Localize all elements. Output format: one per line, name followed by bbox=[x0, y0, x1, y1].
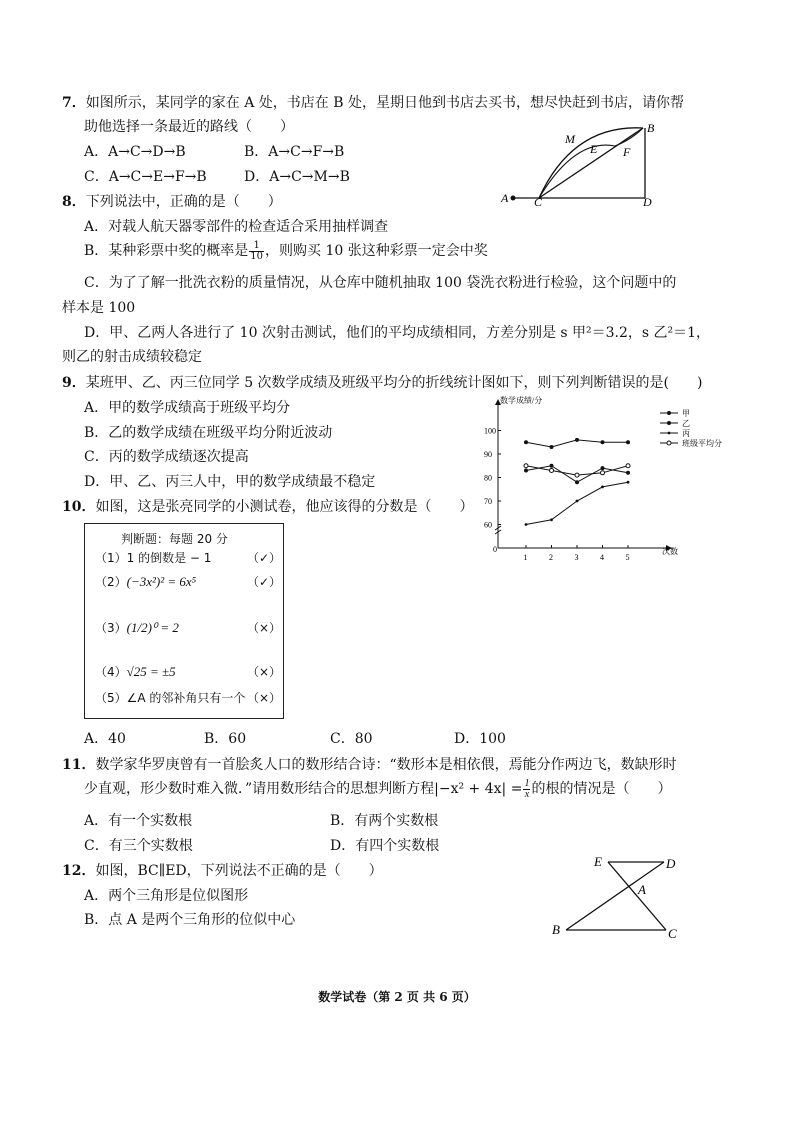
q11-option-d: D．有四个实数根 bbox=[330, 838, 440, 854]
q11-text-line2-post: 的根的情况是（ ） bbox=[531, 781, 672, 797]
legend-label-3: 班级平均分 bbox=[682, 439, 722, 448]
q12-segment-ec bbox=[608, 862, 666, 930]
q7-number: 7． bbox=[62, 95, 86, 111]
series-point-0 bbox=[524, 440, 528, 444]
q7-option-c: C．A→C→E→F→B bbox=[84, 169, 207, 185]
q11-fraction-denominator: x bbox=[524, 788, 530, 800]
q8-option-d-line1: D．甲、乙两人各进行了 10 次射击测试，他们的平均成绩相同，方差分别是 s 甲²＝3.2，s 乙²＝1， bbox=[84, 325, 711, 341]
y-tick-label: 70 bbox=[484, 497, 492, 506]
q10-option-d: D．100 bbox=[454, 731, 506, 747]
q9-number: 9． bbox=[62, 375, 86, 391]
chart-axes bbox=[484, 395, 678, 562]
q9-option-a: A．甲的数学成绩高于班级平均分 bbox=[84, 400, 291, 416]
series-point-1 bbox=[550, 464, 554, 468]
q7-label-d: D bbox=[643, 195, 652, 209]
q7-label-a: A bbox=[501, 191, 509, 205]
q12-stem-line bbox=[62, 860, 383, 880]
series-point-2 bbox=[627, 481, 630, 484]
q10-option-c: C．80 bbox=[330, 731, 373, 747]
q12-option-a: A．两个三角形是位似图形 bbox=[84, 888, 249, 904]
series-point-0 bbox=[575, 438, 579, 442]
q7-label-b: B bbox=[647, 121, 655, 135]
legend-label-2: 丙 bbox=[682, 429, 690, 438]
quiz-item-2-math: (−3x²)² = 6x⁵ bbox=[126, 574, 197, 589]
series-point-3 bbox=[524, 464, 528, 468]
q12-label-c: C bbox=[668, 926, 677, 941]
q7-text-line2: 助他选择一条最近的路线（ ） bbox=[84, 119, 294, 135]
q8-option-c-line1: C．为了了解一批洗衣粉的质量情况，从仓库中随机抽取 100 袋洗衣粉进行检验，这个问题中的 bbox=[84, 275, 677, 291]
q12-option-b: B．点 A 是两个三角形的位似中心 bbox=[84, 912, 296, 928]
q12-stem: 如图，BC∥ED，下列说法不正确的是（ ） bbox=[95, 863, 383, 879]
q10-stem: 如图，这是张亮同学的小测试卷，他应该得的分数是（ ） bbox=[95, 499, 474, 515]
q10-stem-line bbox=[62, 496, 473, 516]
q12-label-b: B bbox=[552, 922, 560, 937]
x-tick-label: 2 bbox=[549, 553, 553, 562]
series-point-1 bbox=[601, 466, 605, 470]
q12-label-e: E bbox=[594, 854, 602, 869]
q11-option-c: C．有三个实数根 bbox=[84, 838, 193, 854]
series-point-2 bbox=[550, 518, 553, 521]
series-point-1 bbox=[575, 480, 579, 484]
q9-stem-line bbox=[62, 372, 702, 392]
q7-text-line1: 如图所示，某同学的家在 A 处，书店在 B 处，星期日他到书店去买书，想尽快赶到书店，请你帮 bbox=[85, 95, 684, 111]
series-point-2 bbox=[525, 523, 528, 526]
x-axis-label: 次数 bbox=[662, 547, 678, 556]
legend-marker-1 bbox=[667, 421, 671, 425]
q8-option-a: A．对载人航天器零部件的检查适合采用抽样调查 bbox=[84, 219, 389, 235]
q8-option-b bbox=[84, 240, 488, 262]
q8-option-c-line2: 样本是 100 bbox=[62, 300, 136, 316]
legend-label-1: 乙 bbox=[682, 419, 690, 428]
q10-quiz-box bbox=[84, 523, 284, 719]
origin-label: 0 bbox=[493, 545, 497, 554]
quiz-item-5: （5）∠A 的邻补角只有一个 bbox=[95, 691, 246, 705]
quiz-mark-5: （×） bbox=[247, 691, 282, 705]
q7-label-e: E bbox=[590, 142, 598, 156]
quiz-item-1: （1）1 的倒数是 − 1 bbox=[95, 551, 212, 565]
quiz-item-3 bbox=[95, 619, 179, 636]
q11-fraction bbox=[523, 779, 530, 800]
q12-segment-bd bbox=[566, 862, 664, 930]
series-point-2 bbox=[601, 486, 604, 489]
q9-stem: 某班甲、乙、丙三位同学 5 次数学成绩及班级平均分的折线统计图如下，则下列判断错误的是( ) bbox=[85, 375, 703, 391]
y-tick-label: 80 bbox=[484, 473, 492, 483]
series-point-0 bbox=[550, 445, 554, 449]
quiz-mark-2: （✓） bbox=[247, 575, 282, 589]
quiz-item-3-math: (1/2)⁰ = 2 bbox=[126, 620, 179, 635]
quiz-item-2 bbox=[95, 573, 196, 590]
quiz-title: 判断题：每题 20 分 bbox=[121, 532, 228, 546]
page-footer: 数学试卷（第 2 页 共 6 页） bbox=[318, 990, 476, 1004]
y-tick-label: 90 bbox=[484, 450, 492, 459]
q10-option-b: B．60 bbox=[204, 731, 247, 747]
q8-fraction-denominator: 10 bbox=[250, 250, 264, 262]
series-point-0 bbox=[626, 440, 630, 444]
legend-marker-3 bbox=[667, 441, 671, 445]
q8-fraction-numerator: 1 bbox=[249, 241, 264, 252]
q11-text-line1: 数学家华罗庚曾有一首脍炙人口的数形结合诗：“数形本是相依偎，焉能分作两边飞，数缺形时 bbox=[95, 757, 677, 773]
quiz-mark-4: （×） bbox=[247, 665, 282, 679]
quiz-item-4-math: √25 = ±5 bbox=[126, 664, 176, 679]
series-point-3 bbox=[601, 471, 605, 475]
x-tick-label: 1 bbox=[523, 553, 528, 562]
q7-label-f: F bbox=[623, 145, 631, 159]
chart-series bbox=[524, 438, 630, 526]
q11-line1 bbox=[62, 754, 677, 774]
y-tick-label: 60 bbox=[484, 520, 492, 530]
quiz-item-3-num: （3） bbox=[95, 621, 127, 635]
quiz-item-4 bbox=[95, 663, 176, 680]
q8-option-b-fraction bbox=[249, 241, 264, 262]
q8-stem: 下列说法中，正确的是（ ） bbox=[85, 194, 282, 210]
q8-number: 8． bbox=[62, 194, 86, 210]
series-point-3 bbox=[550, 468, 554, 472]
quiz-mark-1: （✓） bbox=[247, 551, 282, 565]
q9-option-b: B．乙的数学成绩在班级平均分附近波动 bbox=[84, 425, 333, 441]
q10-number: 10． bbox=[62, 499, 96, 515]
q7-option-a: A．A→C→D→B bbox=[84, 144, 186, 160]
series-point-3 bbox=[575, 473, 579, 477]
chart-legend bbox=[660, 409, 722, 448]
q8-stem-line bbox=[62, 191, 282, 211]
q8-option-d-line2: 则乙的射击成绩较稳定 bbox=[62, 349, 202, 365]
q8-option-b-post: ，则购买 10 张这种彩票一定会中奖 bbox=[265, 243, 488, 259]
q11-line2 bbox=[84, 778, 671, 800]
q12-label-a: A bbox=[638, 882, 646, 897]
q7-label-c: C bbox=[534, 195, 543, 209]
legend-label-0: 甲 bbox=[682, 409, 690, 418]
q11-option-a: A．有一个实数根 bbox=[84, 813, 193, 829]
q11-fraction-numerator: 1 bbox=[524, 777, 530, 789]
quiz-mark-3: （×） bbox=[247, 621, 282, 635]
q7-option-b: B．A→C→F→B bbox=[244, 144, 345, 160]
x-tick-label: 3 bbox=[574, 553, 579, 562]
q12-similar-triangles-figure bbox=[548, 850, 688, 942]
quiz-item-2-num: （2） bbox=[95, 575, 127, 589]
q8-option-b-pre: B．某种彩票中奖的概率是 bbox=[84, 243, 249, 259]
quiz-item-4-num: （4） bbox=[95, 665, 127, 679]
series-line-2 bbox=[526, 482, 628, 524]
y-axis-label: 数学成绩/分 bbox=[500, 396, 543, 405]
q9-option-c: C．丙的数学成绩逐次提高 bbox=[84, 449, 249, 465]
q11-text-line2-pre: 少直观，形少数时难入微．”请用数形结合的思想判断方程|−x² + 4x| = bbox=[84, 781, 523, 797]
x-tick-label: 5 bbox=[625, 553, 630, 562]
q9-line-chart bbox=[472, 395, 742, 565]
series-point-1 bbox=[524, 468, 528, 472]
legend-marker-0 bbox=[667, 411, 671, 415]
series-point-2 bbox=[576, 500, 579, 503]
q12-label-d: D bbox=[666, 856, 676, 871]
q12-number: 12． bbox=[62, 863, 96, 879]
x-tick-label: 4 bbox=[600, 553, 604, 562]
q9-option-d: D．甲、乙、丙三人中，甲的数学成绩最不稳定 bbox=[84, 474, 376, 490]
q10-option-a: A．40 bbox=[84, 731, 126, 747]
q7-point-a bbox=[511, 196, 516, 201]
q7-option-d: D．A→C→M→B bbox=[244, 169, 350, 185]
y-tick-label: 100 bbox=[484, 426, 496, 436]
legend-marker-2 bbox=[668, 432, 671, 435]
q7-line1 bbox=[62, 92, 684, 112]
q11-option-b: B．有两个实数根 bbox=[330, 813, 439, 829]
series-point-1 bbox=[626, 471, 630, 475]
series-point-3 bbox=[626, 464, 630, 468]
q7-label-m: M bbox=[565, 132, 575, 146]
series-point-0 bbox=[601, 440, 605, 444]
q7-route-figure bbox=[495, 118, 665, 210]
q11-number: 11． bbox=[62, 757, 96, 773]
